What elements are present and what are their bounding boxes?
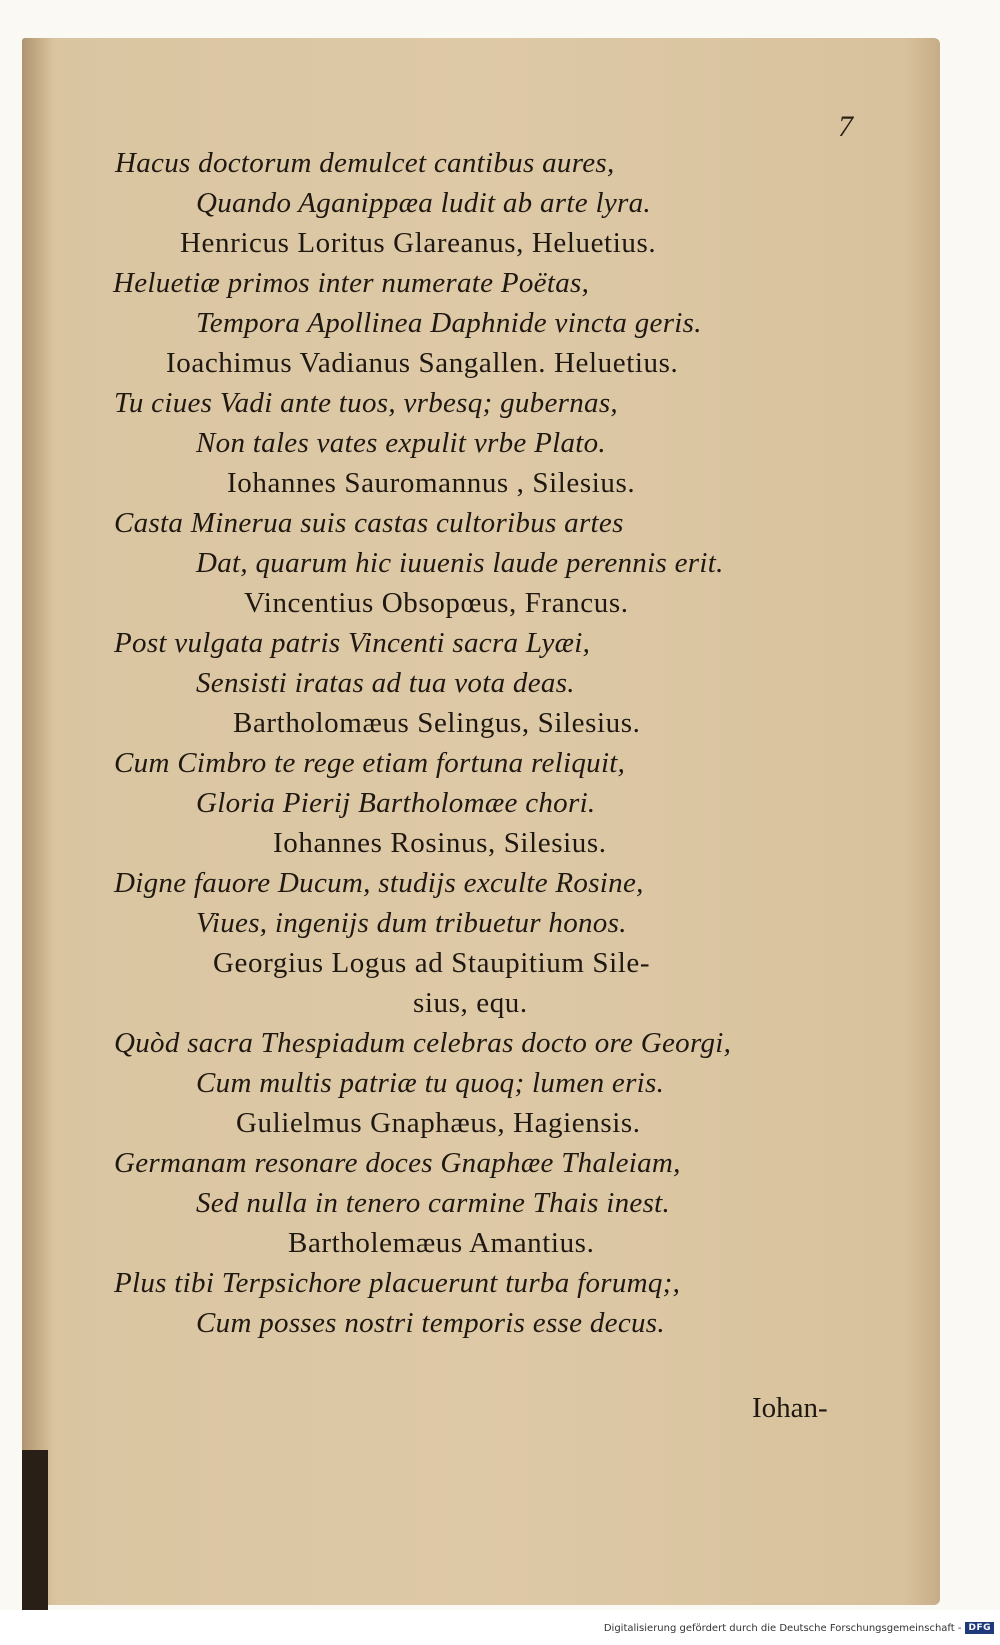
text-line: Germanam resonare doces Gnaphæe Thaleiam,: [114, 1147, 681, 1179]
text-line: Ioachimus Vadianus Sangallen. Heluetius.: [166, 347, 679, 379]
text-line: Vincentius Obsopœus, Francus.: [244, 587, 629, 619]
text-line: Sed nulla in tenero carmine Thais inest.: [196, 1187, 671, 1219]
text-line: Heluetiæ primos inter numerate Poëtas,: [113, 267, 590, 299]
text-line: Tu ciues Vadi ante tuos, vrbesq; gubernas,: [114, 387, 618, 419]
text-line: Post vulgata patris Vincenti sacra Lyæi,: [114, 627, 591, 659]
dfg-logo: DFG: [965, 1622, 994, 1634]
page-number: 7: [838, 110, 853, 143]
text-line: Henricus Loritus Glareanus, Heluetius.: [180, 227, 657, 259]
text-line: Iohannes Rosinus, Silesius.: [273, 827, 607, 859]
text-line: sius, equ.: [413, 987, 528, 1019]
text-line: Cum multis patriæ tu quoq; lumen eris.: [196, 1067, 665, 1099]
text-line: Viues, ingenijs dum tribuetur honos.: [196, 907, 627, 939]
text-line: Iohannes Sauromannus , Silesius.: [227, 467, 636, 499]
text-line: Georgius Logus ad Staupitium Sile-: [213, 947, 651, 979]
text-line: Casta Minerua suis castas cultoribus artes: [114, 507, 624, 539]
text-line: Hacus doctorum demulcet cantibus aures,: [115, 147, 615, 179]
text-line: Gulielmus Gnaphæus, Hagiensis.: [236, 1107, 641, 1139]
digitization-footer: [604, 1622, 994, 1634]
text-line: Plus tibi Terpsichore placuerunt turba forumq;,: [114, 1267, 681, 1299]
catchword: Iohan-: [752, 1392, 828, 1424]
text-line: Bartholomæus Selingus, Silesius.: [233, 707, 641, 739]
text-line: Bartholemæus Amantius.: [288, 1227, 595, 1259]
binding-edge: [22, 1450, 48, 1610]
text-line: Dat, quarum hic iuuenis laude perennis erit.: [196, 547, 724, 579]
funding-notice: Digitalisierung gefördert durch die Deutsche Forschungsgemeinschaft -: [603, 1622, 962, 1634]
text-line: Cum Cimbro te rege etiam fortuna reliquit,: [114, 747, 626, 779]
page-gutter-shadow: [22, 38, 52, 1605]
text-line: Non tales vates expulit vrbe Plato.: [196, 427, 606, 459]
text-line: Cum posses nostri temporis esse decus.: [196, 1307, 665, 1339]
text-line: Digne fauore Ducum, studijs exculte Rosine,: [114, 867, 644, 899]
text-line: Quòd sacra Thespiadum celebras docto ore Georgi,: [114, 1027, 732, 1059]
text-line: Sensisti iratas ad tua vota deas.: [196, 667, 575, 699]
text-line: Gloria Pierij Bartholomæe chori.: [196, 787, 596, 819]
text-line: Quando Aganippæa ludit ab arte lyra.: [196, 187, 651, 219]
text-line: Tempora Apollinea Daphnide vincta geris.: [196, 307, 702, 339]
